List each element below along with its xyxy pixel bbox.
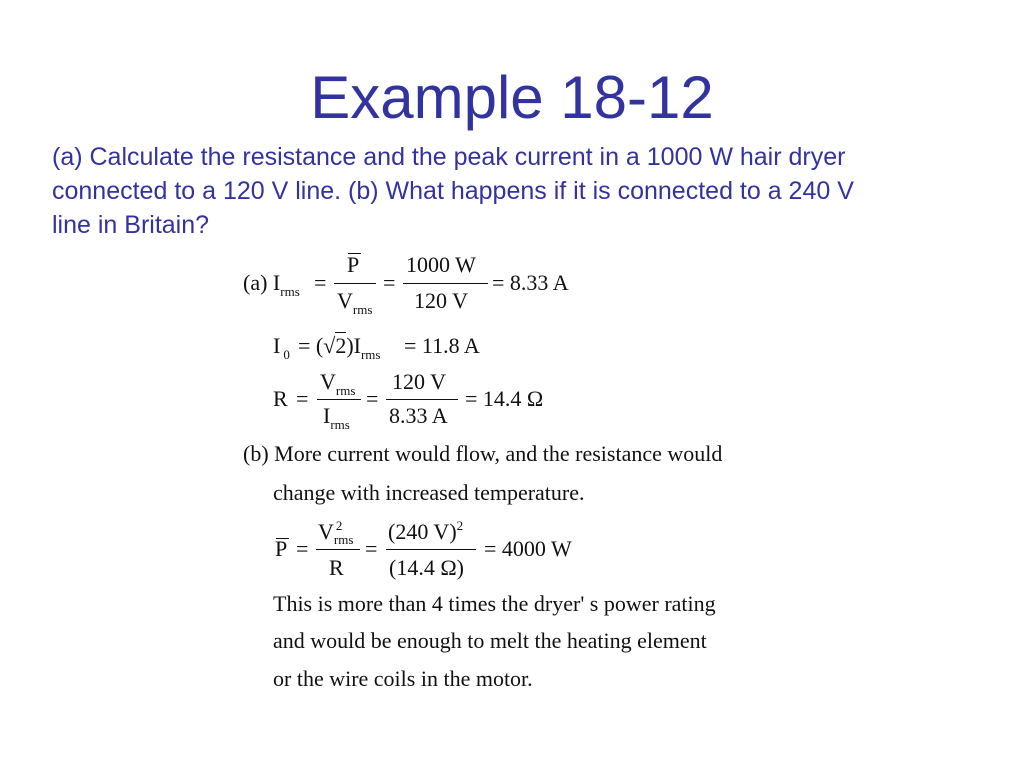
eq3-fraction-bar-2 [386,399,458,400]
eq3-den-i: $I_{rms}$ [323,403,350,432]
eq4-fraction-bar-1 [316,549,360,550]
problem-line-3: line in Britain? [52,211,210,239]
part-b-line-2: change with increased temperature. [273,480,585,505]
eq1-result: = 8.33 A [492,270,569,295]
conclusion-line-2: and would be enough to melt the heating element [273,628,707,653]
eq3-fraction-bar-1 [317,399,361,400]
eq4-p: P [275,536,288,561]
slide-title: Example 18-12 [310,64,714,131]
eq1-num-p: P [347,252,360,277]
conclusion-line-1: This is more than 4 times the dryer' s power rating [273,591,716,616]
conclusion-line-3: or the wire coils in the motor. [273,666,533,691]
eq4-equals-2: = [365,536,378,561]
eq1-label: (a) $I_{rms}$ [243,270,300,299]
eq1-den-v: $V_{rms}$ [337,288,373,317]
eq3-num-2: 120 V [392,369,446,394]
part-b-line-1: (b) More current would flow, and the resistance would [243,441,723,466]
eq1-fraction-bar-1 [334,283,376,284]
eq3-equals-1: = [296,386,309,411]
eq3-equals-2: = [366,386,379,411]
eq1-num-2: 1000 W [406,252,476,277]
eq3-num-v: $V_{rms}$ [320,369,356,398]
problem-line-1: (a) Calculate the resistance and the peak current in a 1000 W hair dryer [52,143,846,171]
eq4-result: = 4000 W [484,536,572,561]
eq4-fraction-bar-2 [386,549,476,550]
eq4-den-r: R [329,555,344,580]
eq3-r: R [273,386,288,411]
problem-line-2: connected to a 120 V line. (b) What happens if it is connected to a 240 V [52,177,854,205]
eq1-equals-1: = [314,270,327,295]
eq3-result: = 14.4 Ω [465,386,544,411]
eq4-pbar [276,538,289,539]
eq4-den-2: (14.4 Ω) [389,555,465,580]
eq2-i0: I $_0$ [273,333,290,362]
eq3-den-2: 8.33 A [389,403,448,428]
eq1-equals-2: = [383,270,396,295]
eq4-num-2: (240 V)$^2$ [388,518,464,544]
eq4-num-v: V 2 rms [318,518,354,547]
eq1-den-2: 120 V [414,288,468,313]
eq2-rhs: = $(√2)I_{rms}$ [298,333,381,362]
eq2-result: = 11.8 A [404,333,480,358]
problem-statement [52,140,992,242]
eq1-pbar [348,253,361,254]
eq1-fraction-bar-2 [403,283,488,284]
eq4-equals-1: = [296,536,309,561]
